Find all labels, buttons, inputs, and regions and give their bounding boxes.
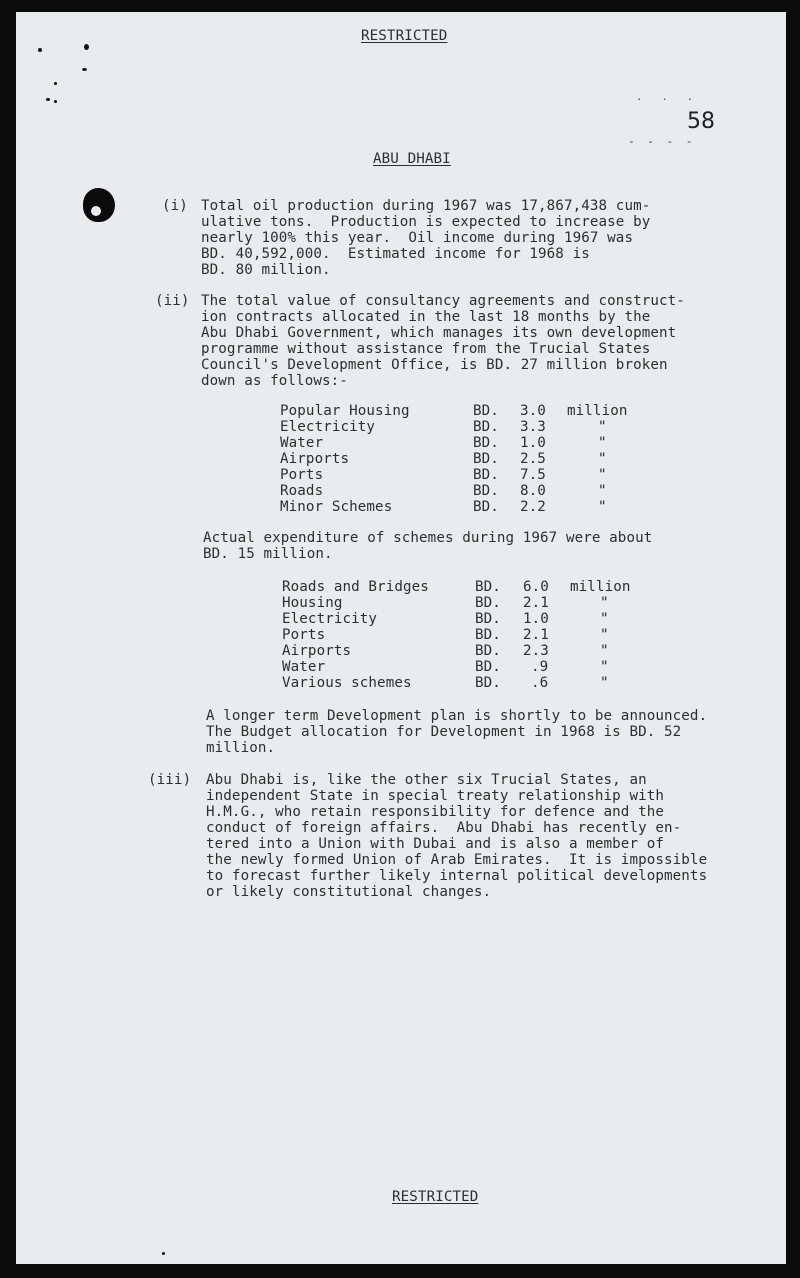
table-cell-currency: BD.: [475, 675, 501, 691]
table-cell-item: Ports: [280, 467, 324, 483]
table-cell-unit: ": [600, 659, 609, 675]
table-cell-item: Electricity: [282, 611, 378, 627]
table-cell-currency: BD.: [473, 483, 499, 499]
table-cell-unit: ": [598, 435, 607, 451]
punch-hole: [83, 188, 115, 222]
table-cell-unit: ": [598, 419, 607, 435]
table-cell-amount: 2.3: [523, 643, 549, 659]
ink-speck: [54, 82, 57, 85]
table-cell-currency: BD.: [473, 403, 499, 419]
table-cell-amount: 7.5: [520, 467, 546, 483]
document-page: [16, 12, 786, 1264]
table-cell-unit: million: [570, 579, 631, 595]
table-cell-amount: 2.2: [520, 499, 546, 515]
table-cell-currency: BD.: [475, 579, 501, 595]
paragraph-ii-line: programme without assistance from the Trucial States: [201, 341, 651, 357]
paragraph-iii-line: to forecast further likely internal political developments: [206, 868, 708, 884]
table-cell-currency: BD.: [473, 499, 499, 515]
table-cell-amount: 2.1: [523, 627, 549, 643]
table-cell-unit: ": [600, 643, 609, 659]
table-cell-unit: ": [598, 451, 607, 467]
pencil-dots: . . .: [636, 90, 700, 103]
table-cell-unit: ": [598, 483, 607, 499]
paragraph-iii-line: tered into a Union with Dubai and is also a member of: [206, 836, 665, 852]
table-cell-unit: ": [598, 499, 607, 515]
table-cell-item: Roads and Bridges: [282, 579, 429, 595]
table-cell-currency: BD.: [475, 627, 501, 643]
table-cell-unit: million: [567, 403, 628, 419]
table-cell-unit: ": [600, 611, 609, 627]
table-cell-amount: 3.0: [520, 403, 546, 419]
paragraph-ii-line: ion contracts allocated in the last 18 months by the: [201, 309, 651, 325]
development-plan-line: The Budget allocation for Development in 1968 is BD. 52: [206, 724, 682, 740]
document-title: ABU DHABI: [373, 151, 451, 167]
paragraph-i-line: Total oil production during 1967 was 17,867,438 cum-: [201, 198, 651, 214]
paragraph-ii-line: Abu Dhabi Government, which manages its own development: [201, 325, 677, 341]
development-plan-line: A longer term Development plan is shortly to be announced.: [206, 708, 708, 724]
table-cell-item: Water: [282, 659, 326, 675]
table-cell-currency: BD.: [473, 419, 499, 435]
table-cell-amount: 1.0: [520, 435, 546, 451]
ink-speck: [162, 1252, 165, 1255]
paragraph-label-iii: (iii): [148, 772, 192, 788]
table-cell-unit: ": [600, 595, 609, 611]
header-classification: RESTRICTED: [361, 28, 448, 44]
ink-speck: [84, 44, 89, 50]
ink-speck: [82, 68, 87, 71]
paragraph-iii-line: the newly formed Union of Arab Emirates. It is impossible: [206, 852, 708, 868]
table-cell-currency: BD.: [473, 451, 499, 467]
table-cell-item: Airports: [282, 643, 352, 659]
table-cell-item: Electricity: [280, 419, 376, 435]
paragraph-iii-line: Abu Dhabi is, like the other six Trucial States, an: [206, 772, 647, 788]
paragraph-ii-line: down as follows:-: [201, 373, 348, 389]
table-cell-item: Popular Housing: [280, 403, 410, 419]
expenditure-intro-line: Actual expenditure of schemes during 1967 were about: [203, 530, 653, 546]
table-cell-amount: .6: [531, 675, 549, 691]
table-cell-item: Ports: [282, 627, 326, 643]
paragraph-iii-line: independent State in special treaty relationship with: [206, 788, 665, 804]
table-cell-item: Roads: [280, 483, 324, 499]
paragraph-ii-line: The total value of consultancy agreements and construct-: [201, 293, 685, 309]
paragraph-label-i: (i): [162, 198, 188, 214]
table-cell-unit: ": [600, 627, 609, 643]
table-cell-item: Various schemes: [282, 675, 412, 691]
table-cell-amount: 1.0: [523, 611, 549, 627]
ink-speck: [46, 98, 50, 101]
table-cell-currency: BD.: [473, 467, 499, 483]
table-cell-currency: BD.: [475, 659, 501, 675]
table-cell-currency: BD.: [473, 435, 499, 451]
table-cell-unit: ": [600, 675, 609, 691]
table-cell-unit: ": [598, 467, 607, 483]
folio-number: 58: [687, 109, 715, 134]
paragraph-iii-line: or likely constitutional changes.: [206, 884, 492, 900]
paragraph-iii-line: conduct of foreign affairs. Abu Dhabi has recently en-: [206, 820, 682, 836]
table-cell-amount: 6.0: [523, 579, 549, 595]
table-cell-amount: 3.3: [520, 419, 546, 435]
paragraph-i-line: nearly 100% this year. Oil income during 1967 was: [201, 230, 634, 246]
table-cell-amount: 2.5: [520, 451, 546, 467]
paragraph-label-ii: (ii): [155, 293, 190, 309]
ink-speck: [54, 100, 57, 103]
paragraph-i-line: ulative tons. Production is expected to increase by: [201, 214, 651, 230]
table-cell-amount: 2.1: [523, 595, 549, 611]
table-cell-currency: BD.: [475, 643, 501, 659]
paragraph-i-line: BD. 40,592,000. Estimated income for 1968 is: [201, 246, 590, 262]
table-cell-item: Minor Schemes: [280, 499, 393, 515]
table-cell-currency: BD.: [475, 611, 501, 627]
table-cell-amount: .9: [531, 659, 549, 675]
development-plan-line: million.: [206, 740, 276, 756]
table-cell-currency: BD.: [475, 595, 501, 611]
footer-classification: RESTRICTED: [392, 1189, 479, 1205]
ink-speck: [38, 48, 42, 52]
table-cell-item: Housing: [282, 595, 343, 611]
paragraph-iii-line: H.M.G., who retain responsibility for defence and the: [206, 804, 665, 820]
paragraph-i-line: BD. 80 million.: [201, 262, 331, 278]
paragraph-ii-line: Council's Development Office, is BD. 27 million broken: [201, 357, 668, 373]
table-cell-item: Water: [280, 435, 324, 451]
table-cell-item: Airports: [280, 451, 350, 467]
expenditure-intro-line: BD. 15 million.: [203, 546, 333, 562]
table-cell-amount: 8.0: [520, 483, 546, 499]
pencil-dash: - - - -: [628, 135, 696, 148]
